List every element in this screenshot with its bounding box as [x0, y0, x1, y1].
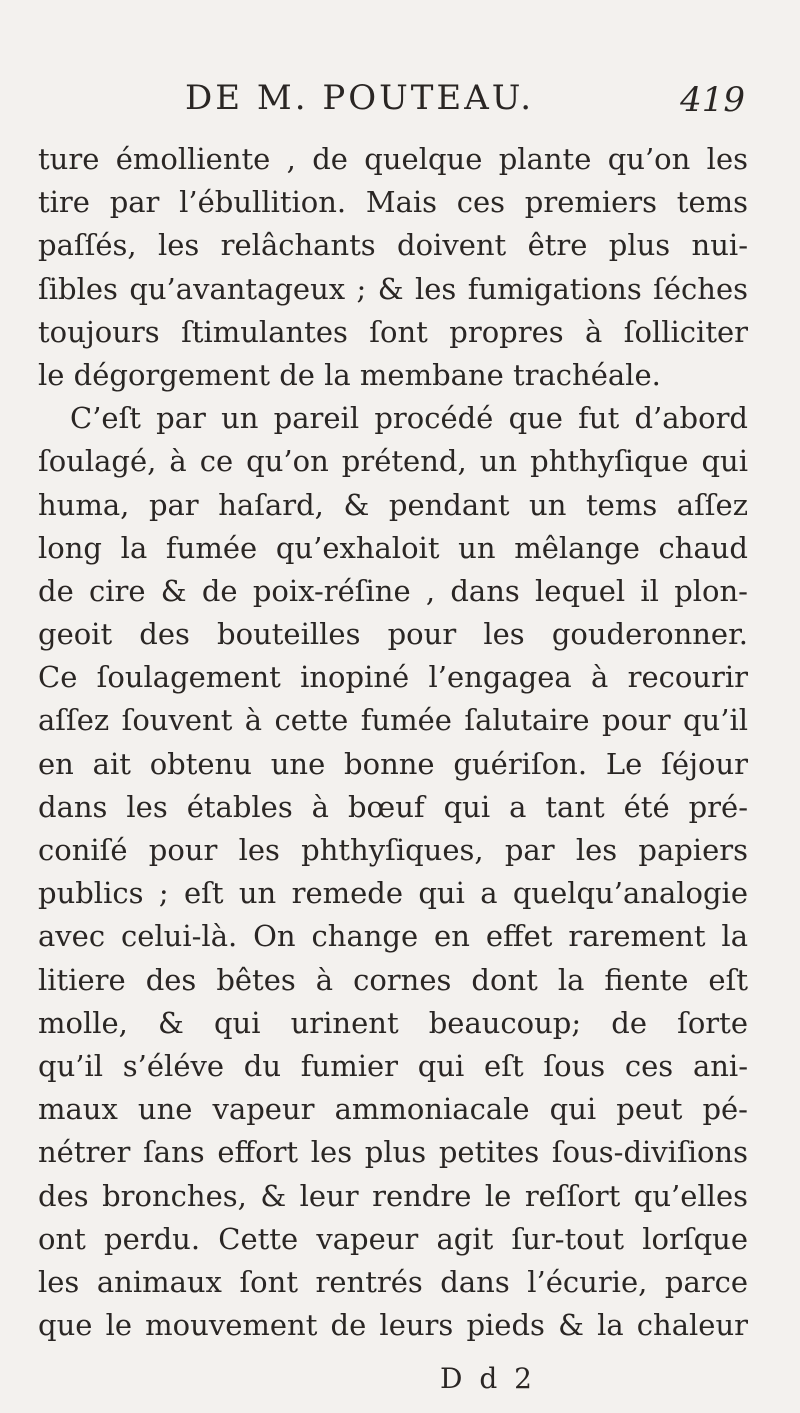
text-line: avec celui-là. On change en effet rarement la	[38, 919, 748, 954]
text-line: publics ; eſt un remede qui a quelqu’analogie	[38, 876, 748, 911]
text-line: litiere des bêtes à cornes dont la fiente eſt	[38, 962, 748, 997]
text-line: paſſés, les relâchants doivent être plus nui-	[38, 228, 748, 263]
page-number: 419	[680, 80, 745, 120]
text-line: Ce ſoulagement inopiné l’engagea à recourir	[38, 660, 748, 695]
text-line: des bronches, & leur rendre le reſſort qu’elles	[38, 1178, 748, 1213]
text-line: en ait obtenu une bonne guériſon. Le ſéjour	[38, 746, 748, 781]
text-line: tire par l’ébullition. Mais ces premiers tems	[38, 185, 748, 220]
text-line: de cire & de poix-réſine , dans lequel il plon-	[38, 573, 748, 608]
text-line: ſibles qu’avantageux ; & les fumigations ſéches	[38, 271, 748, 306]
text-line: aſſez ſouvent à cette fumée ſalutaire pour qu’il	[38, 703, 748, 738]
text-line: ſoulagé, à ce qu’on prétend, un phthyſique qui	[38, 444, 748, 479]
text-line: C’eſt par un pareil procédé que fut d’abord	[70, 401, 748, 436]
text-line: ont perdu. Cette vapeur agit ſur-tout lorſque	[38, 1221, 748, 1256]
text-line: que le mouvement de leurs pieds & la chaleur	[38, 1308, 748, 1343]
body-text	[38, 138, 748, 1347]
text-line: nétrer ſans effort les plus petites ſous-diviſions	[38, 1135, 748, 1170]
text-line: geoit des bouteilles pour les gouderonner.	[38, 617, 748, 652]
text-line: les animaux ſont rentrés dans l’écurie, parce	[38, 1264, 748, 1299]
text-line: long la fumée qu’exhaloit un mêlange chaud	[38, 530, 748, 565]
text-line: maux une vapeur ammoniacale qui peut pé-	[38, 1092, 748, 1127]
text-line: le dégorgement de la membane trachéale.	[38, 357, 661, 392]
running-head	[185, 78, 745, 128]
text-line: toujours ſtimulantes ſont propres à ſolliciter	[38, 314, 748, 349]
running-title: DE M. POUTEAU.	[185, 78, 535, 118]
signature-mark: D d 2	[440, 1362, 536, 1395]
text-line: qu’il s’éléve du fumier qui eſt ſous ces ani-	[38, 1048, 748, 1083]
text-line: coniſé pour les phthyſiques, par les papiers	[38, 833, 748, 867]
text-line: dans les étables à bœuf qui a tant été pré-	[38, 789, 748, 824]
text-line: huma, par haſard, & pendant un tems aſſez	[38, 487, 748, 522]
text-line: molle, & qui urinent beaucoup; de ſorte	[38, 1005, 748, 1040]
text-line: ture émolliente , de quelque plante qu’on les	[38, 142, 748, 176]
